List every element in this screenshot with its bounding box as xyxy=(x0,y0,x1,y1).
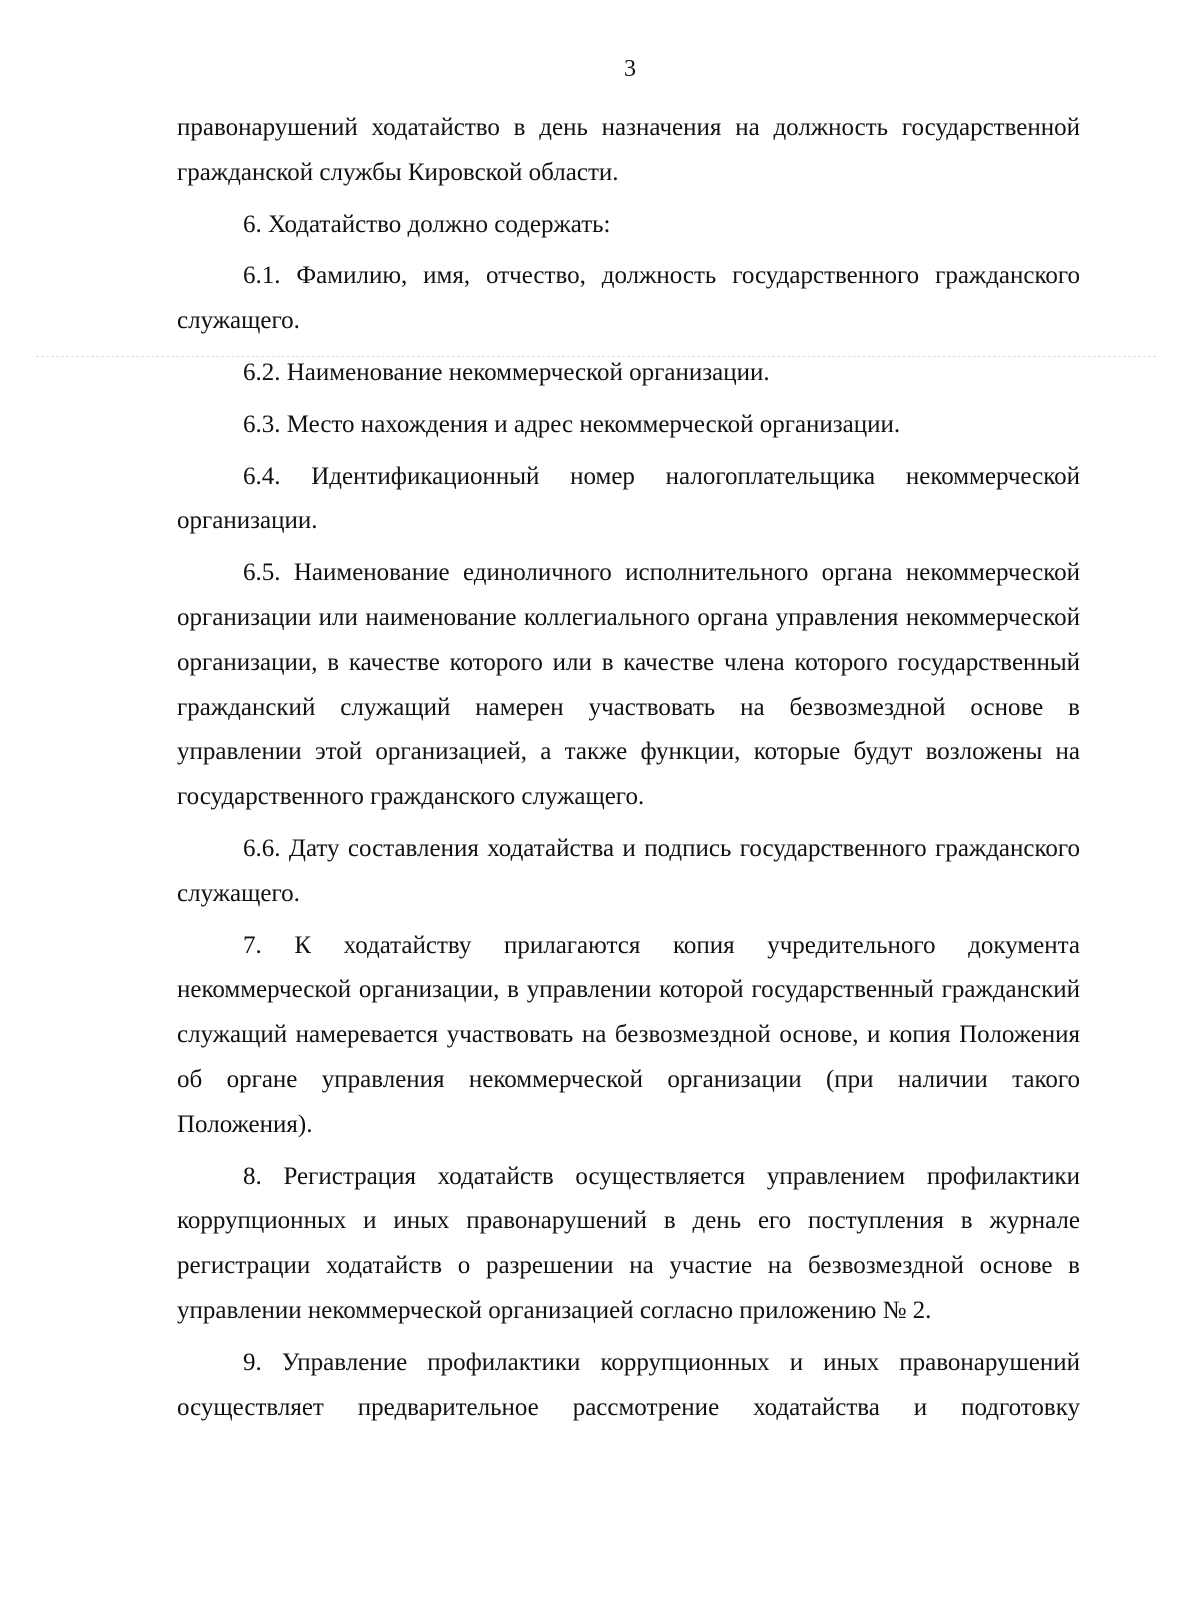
paragraph-6: 6. Ходатайство должно содержать: xyxy=(243,210,611,238)
paragraph-6-6: 6.6. Дату составления ходатайства и подпись государственного гражданского служащего. xyxy=(177,834,1080,907)
paragraph-continuation: правонарушений ходатайство в день назначения на должность государственной гражданской службы Кировской области. xyxy=(177,114,1080,186)
paragraph-6-4: 6.4. Идентификационный номер налогоплательщика некоммерческой организации. xyxy=(177,462,1080,535)
paragraph-9: 9. Управление профилактики коррупционных и иных правонарушений осуществляет предварительное рассмотрение ходатайства и подготовку xyxy=(177,1348,1080,1421)
paragraph-6-2: 6.2. Наименование некоммерческой организации. xyxy=(243,358,770,386)
page-number: 3 xyxy=(624,56,636,82)
document-body xyxy=(177,106,1080,1437)
paragraph-6-5: 6.5. Наименование единоличного исполнительного органа некоммерческой организации или наименование коллегиального органа управления некоммерческой организации, в качестве которого или в качестве члена которого государственный гражданский служащий намерен участвовать на безвозмездной основе в управлении этой организацией, а также функции, которые будут возложены на государственного гражданского служащего. xyxy=(177,559,1080,811)
paragraph-6-3: 6.3. Место нахождения и адрес некоммерческой организации. xyxy=(243,410,901,438)
paragraph-6-1: 6.1. Фамилию, имя, отчество, должность государственного гражданского служащего. xyxy=(177,262,1080,335)
paragraph-7: 7. К ходатайству прилагаются копия учредительного документа некоммерческой организации, в управлении которой государственный гражданский служащий намеревается участвовать на безвозмездной основе, и копия Положения об органе управления некоммерческой организации (при наличии такого Положения). xyxy=(177,931,1080,1138)
paragraph-8: 8. Регистрация ходатайств осуществляется управлением профилактики коррупционных и иных правонарушений в день его поступления в журнале регистрации ходатайств о разрешении на участие на безвозмездной основе в управлении некоммерческой организацией согласно приложению № 2. xyxy=(177,1162,1080,1324)
